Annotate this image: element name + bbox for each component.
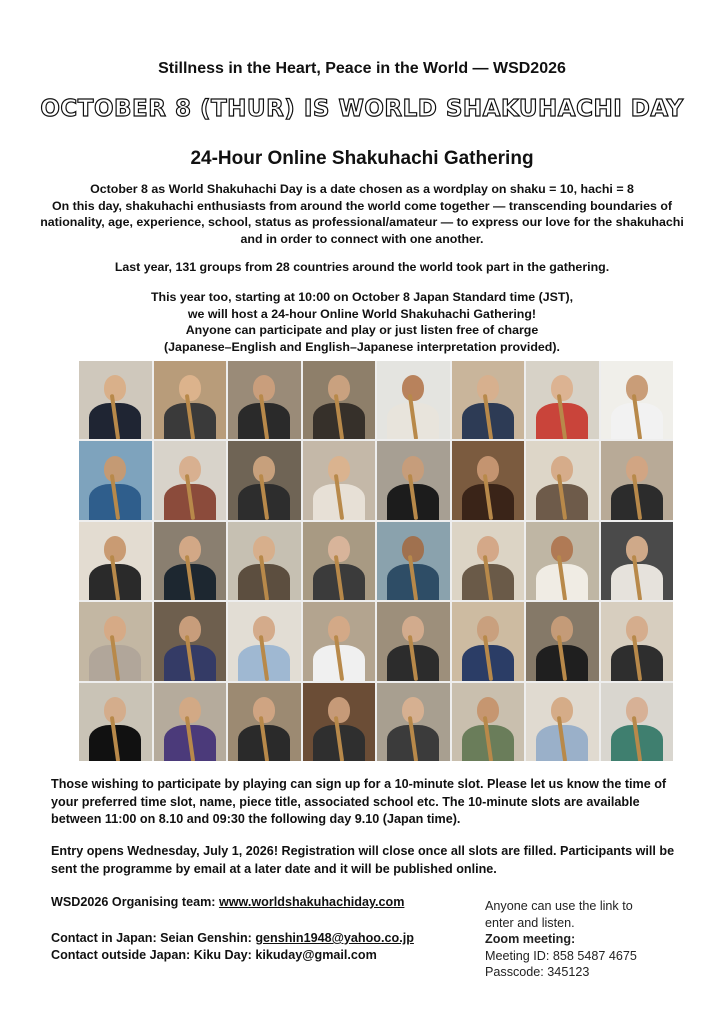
player-head <box>477 375 499 401</box>
participant-photo <box>228 602 301 680</box>
this-year-block <box>40 289 684 355</box>
participant-photo <box>377 361 450 439</box>
entry-paragraph: Entry opens Wednesday, July 1, 2026! Registration will close once all slots are filled. Participants will be sent the programme by email at a later date and it will be published online. <box>51 844 675 876</box>
participant-photo <box>377 602 450 680</box>
participant-photo <box>452 441 525 519</box>
player-head <box>551 536 573 562</box>
player-head <box>477 616 499 642</box>
intro-line: On this day, shakuhachi enthusiasts from around the world come together — transcending boundaries of nationality, age, experience, school, status as professional/amateur — to express our love for the shakuhachi and in order to connect with one another. <box>40 198 684 246</box>
player-head <box>253 616 275 642</box>
player-head <box>104 375 126 401</box>
player-head <box>179 375 201 401</box>
event-heading: 24-Hour Online Shakuhachi Gathering <box>190 148 534 169</box>
player-head <box>179 536 201 562</box>
participant-photo <box>526 683 599 761</box>
player-head <box>626 616 648 642</box>
participant-photo <box>526 361 599 439</box>
tagline: Stillness in the Heart, Peace in the World — WSD2026 <box>158 60 566 77</box>
participant-photo <box>228 683 301 761</box>
player-head <box>253 697 275 723</box>
participant-photo <box>452 683 525 761</box>
participant-photo <box>228 361 301 439</box>
player-head <box>328 616 350 642</box>
team-label: WSD2026 Organising team: <box>51 895 219 909</box>
player-head <box>551 456 573 482</box>
participant-photo <box>79 361 152 439</box>
intro-block <box>40 181 684 247</box>
participant-photo <box>154 361 227 439</box>
player-head <box>477 697 499 723</box>
player-head <box>179 456 201 482</box>
player-head <box>253 456 275 482</box>
player-head <box>626 697 648 723</box>
participant-photo <box>452 522 525 600</box>
player-head <box>179 616 201 642</box>
participant-photo <box>79 522 152 600</box>
participant-photo <box>228 441 301 519</box>
page-title-text: OCTOBER 8 (THUR) IS WORLD SHAKUHACHI DAY <box>40 96 684 122</box>
zoom-meeting-id: Meeting ID: 858 5487 4675 <box>485 948 637 963</box>
participant-photo <box>452 602 525 680</box>
participant-photo <box>377 522 450 600</box>
intro-line: October 8 as World Shakuhachi Day is a date chosen as a wordplay on shaku = 10, hachi = 8 <box>90 182 634 196</box>
this-year-line: we will host a 24-hour Online World Shakuhachi Gathering! <box>187 306 537 321</box>
participation-paragraph: Those wishing to participate by playing can sign up for a 10-minute slot. Please let us know the time of your preferred time slot, name, piece title, associated school etc. The 10-minute slots are available between 11:00 on 8.10 and 09:30 the following day 9.10 (Japan time). <box>51 777 667 826</box>
participant-photo <box>303 361 376 439</box>
participant-photo <box>377 441 450 519</box>
player-head <box>104 697 126 723</box>
participant-photo <box>526 522 599 600</box>
player-head <box>328 456 350 482</box>
this-year-line: This year too, starting at 10:00 on October 8 Japan Standard time (JST), <box>150 290 574 304</box>
participant-photo <box>303 522 376 600</box>
player-head <box>328 536 350 562</box>
participant-photo <box>526 441 599 519</box>
organising-team <box>51 895 404 909</box>
participant-photo <box>601 522 674 600</box>
participant-photo <box>154 683 227 761</box>
player-head <box>253 375 275 401</box>
participant-photo-collage <box>79 361 673 761</box>
page-title <box>0 96 724 122</box>
participant-photo <box>154 441 227 519</box>
player-head <box>328 697 350 723</box>
this-year-line: (Japanese–English and English–Japanese interpretation provided). <box>164 339 560 354</box>
player-head <box>551 616 573 642</box>
participant-photo <box>601 602 674 680</box>
this-year-line: Anyone can participate and play or just listen free of charge <box>185 323 539 337</box>
contact-japan <box>51 930 414 947</box>
participant-photo <box>377 683 450 761</box>
zoom-passcode: Passcode: 345123 <box>485 965 590 979</box>
participant-photo <box>79 683 152 761</box>
player-head <box>104 536 126 562</box>
contact-japan-email-link[interactable]: genshin1948@yahoo.co.jp <box>255 931 414 945</box>
player-head <box>253 536 275 562</box>
player-head <box>402 375 424 401</box>
player-head <box>551 697 573 723</box>
participant-photo <box>228 522 301 600</box>
player-head <box>402 456 424 482</box>
player-head <box>477 456 499 482</box>
participant-photo <box>79 441 152 519</box>
participant-photo <box>601 361 674 439</box>
player-head <box>402 536 424 562</box>
participant-photo <box>303 441 376 519</box>
player-head <box>477 536 499 562</box>
website-link[interactable]: www.worldshakuhachiday.com <box>218 895 405 909</box>
zoom-heading: Zoom meeting: <box>485 932 576 946</box>
player-head <box>402 697 424 723</box>
participant-photo <box>452 361 525 439</box>
participant-photo <box>154 522 227 600</box>
player-head <box>626 536 648 562</box>
player-head <box>328 375 350 401</box>
player-head <box>626 375 648 401</box>
player-head <box>626 456 648 482</box>
participant-photo <box>601 441 674 519</box>
player-head <box>104 456 126 482</box>
participant-photo <box>526 602 599 680</box>
last-year-text: Last year, 131 groups from 28 countries around the world took part in the gathering. <box>114 260 610 274</box>
participant-photo <box>79 602 152 680</box>
player-head <box>551 375 573 401</box>
contact-outside-japan: Contact outside Japan: Kiku Day: kikuday@gmail.com <box>51 948 377 962</box>
participant-photo <box>303 683 376 761</box>
zoom-note-line: enter and listen. <box>485 915 575 930</box>
player-head <box>402 616 424 642</box>
player-head <box>179 697 201 723</box>
participant-photo <box>601 683 674 761</box>
zoom-note-line: Anyone can use the link to <box>485 899 633 913</box>
player-head <box>104 616 126 642</box>
participant-photo <box>303 602 376 680</box>
zoom-info <box>485 898 685 981</box>
contact-japan-label: Contact in Japan: Seian Genshin: <box>51 931 256 945</box>
participant-photo <box>154 602 227 680</box>
contacts-block <box>51 930 414 964</box>
